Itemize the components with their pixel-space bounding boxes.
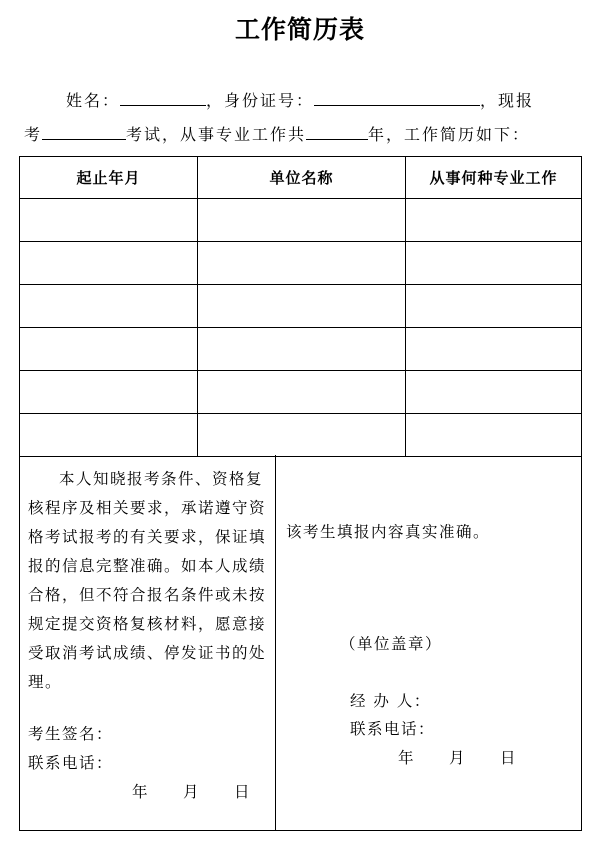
candidate-pledge — [28, 465, 268, 697]
table-row — [20, 285, 582, 328]
cell-period[interactable] — [20, 199, 198, 242]
cell-profession[interactable] — [406, 414, 582, 457]
cell-period[interactable] — [20, 371, 198, 414]
header-employer: 单位名称 — [198, 157, 406, 199]
table-row — [20, 414, 582, 457]
unit-phone-label: 联系电话： — [350, 720, 436, 738]
cell-profession[interactable] — [406, 199, 582, 242]
cell-profession[interactable] — [406, 285, 582, 328]
declaration-section — [19, 455, 582, 831]
exam-suffix: 考试，从事专业工作共 — [126, 125, 307, 144]
handler-label: 经 办 人： — [350, 692, 431, 710]
header-period: 起止年月 — [20, 157, 198, 199]
cell-period[interactable] — [20, 328, 198, 371]
cell-profession[interactable] — [406, 371, 582, 414]
cell-profession[interactable] — [406, 242, 582, 285]
section-divider — [275, 455, 276, 830]
exam-prefix: 考 — [24, 125, 43, 144]
name-blank[interactable] — [120, 89, 206, 106]
cell-period[interactable] — [20, 242, 198, 285]
table-header-row — [20, 157, 582, 199]
candidate-sign-label: 考生签名： — [28, 725, 114, 743]
years-suffix: 年，工作简历如下： — [368, 125, 531, 144]
candidate-date: 年 月 日 — [132, 783, 252, 801]
cell-employer[interactable] — [198, 371, 406, 414]
unit-seal: （单位盖章） — [340, 635, 443, 653]
table-row — [20, 328, 582, 371]
unit-date: 年 月 日 — [398, 749, 518, 767]
table-row — [20, 242, 582, 285]
cell-period[interactable] — [20, 414, 198, 457]
intro-line-2 — [24, 122, 530, 145]
id-number-blank[interactable] — [314, 89, 480, 106]
cell-employer[interactable] — [198, 242, 406, 285]
cell-employer[interactable] — [198, 328, 406, 371]
cell-employer[interactable] — [198, 285, 406, 328]
unit-confirm-text: 该考生填报内容真实准确。 — [286, 523, 491, 541]
years-blank[interactable] — [306, 123, 368, 140]
cell-profession[interactable] — [406, 328, 582, 371]
work-history-table — [19, 156, 582, 457]
cell-period[interactable] — [20, 285, 198, 328]
pledge-text: 本人知晓报考条件、资格复核程序及相关要求，承诺遵守资格考试报考的有关要求，保证填报的信息完整准确。如本人成绩合格，但不符合报名条件或未按规定提交资格复核材料，愿意接受取消考试成绩、停发证书的处理。 — [28, 470, 267, 691]
apply-label: ，现报 — [480, 91, 535, 110]
cell-employer[interactable] — [198, 199, 406, 242]
header-profession: 从事何种专业工作 — [406, 157, 582, 199]
candidate-phone-label: 联系电话： — [28, 754, 114, 772]
name-label: 姓名： — [66, 91, 121, 110]
page-title: 工作简历表 — [234, 15, 365, 44]
table-row — [20, 199, 582, 242]
exam-name-blank[interactable] — [42, 123, 126, 140]
id-label: ，身份证号： — [206, 91, 315, 110]
intro-line-1 — [66, 88, 534, 111]
cell-employer[interactable] — [198, 414, 406, 457]
table-row — [20, 371, 582, 414]
